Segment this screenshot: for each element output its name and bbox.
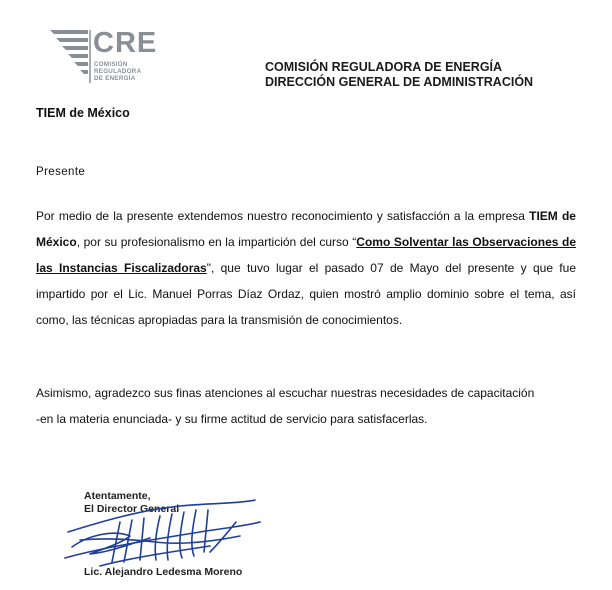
greeting: Presente (36, 166, 86, 178)
logo-subtitle-line: COMISIÓN (94, 61, 128, 68)
paragraph-text: , por su profesionalismo en la impartición del curso “ (76, 235, 357, 249)
course-title: Como Solventar las Observaciones de las Instancias Fiscalizadoras (36, 235, 576, 275)
signer-title: El Director General (84, 503, 180, 515)
paragraph-line: Asimismo, agradezco sus finas atenciones al escuchar nuestras necesidades de capacitación (36, 386, 535, 400)
institution-name: COMISIÓN REGULADORA DE ENERGÍA (265, 60, 503, 74)
logo-wordmark: CRE (93, 27, 158, 59)
company-name: TIEM de México (36, 209, 576, 249)
body-paragraph-1 (36, 203, 576, 333)
logo-subtitle (94, 61, 141, 82)
cre-logo (50, 25, 175, 87)
institution-header (265, 60, 533, 90)
closing-salutation: Atentamente, (84, 490, 151, 502)
department-name: DIRECCIÓN GENERAL DE ADMINISTRACIÓN (265, 75, 534, 89)
paragraph-line: -en la materia enunciada- y su firme actitud de servicio para satisfacerlas. (36, 412, 428, 426)
handwritten-signature (60, 492, 265, 574)
logo-subtitle-line: REGULADORA (94, 68, 142, 75)
paragraph-text: Por medio de la presente extendemos nuestro reconocimiento y satisfacción a la empresa (36, 209, 530, 223)
recipient: TIEM de México (36, 106, 130, 120)
paragraph-text: ", que tuvo lugar el pasado 07 de Mayo del presente y que fue impartido por el Lic. Manuel Porras Díaz Ordaz, quien mostró amplio dominio sobre el tema, así como, las técnicas apropiadas para la transmisión de conocimientos. (36, 261, 576, 327)
body-paragraph-2 (36, 380, 596, 432)
logo-subtitle-line: DE ENERGÍA (94, 75, 136, 82)
signer-name: Lic. Alejandro Ledesma Moreno (84, 566, 243, 578)
